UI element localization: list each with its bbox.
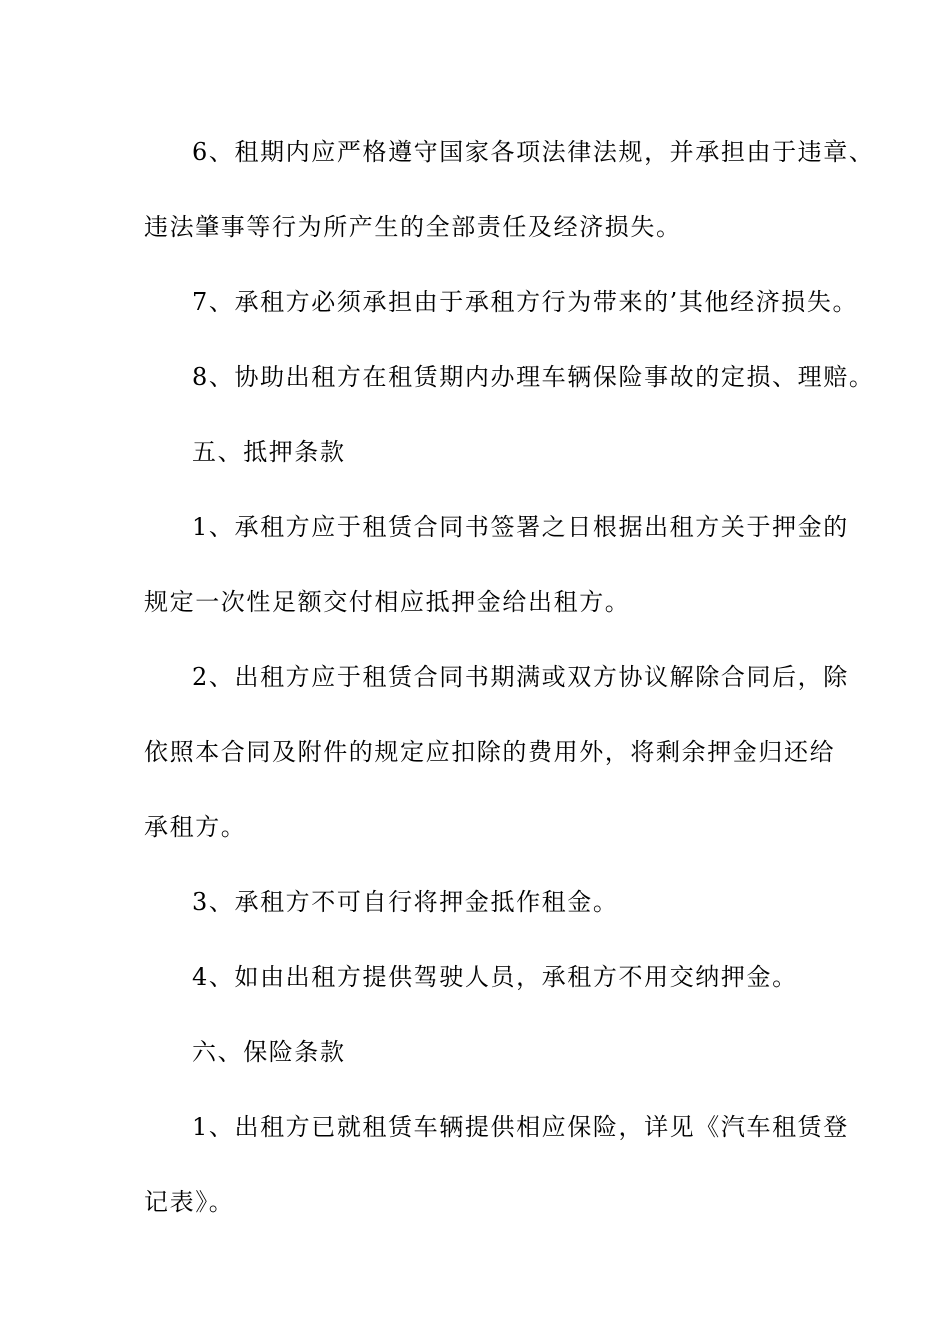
mortgage-clause-1-line-2: 规定一次性足额交付相应抵押金给出租方。 <box>144 588 631 616</box>
insurance-clause-1-line-2: 记表》。 <box>144 1188 235 1216</box>
clause-6-line-2: 违法肇事等行为所产生的全部责任及经济损失。 <box>144 213 682 241</box>
mortgage-clause-2-line-1: 2、出租方应于租赁合同书期满或双方协议解除合同后，除 <box>192 663 849 691</box>
mortgage-clause-4: 4、如由出租方提供驾驶人员，承租方不用交纳押金。 <box>192 963 798 991</box>
section-heading-mortgage: 五、抵押条款 <box>192 438 346 466</box>
clause-6-line-1: 6、租期内应严格遵守国家各项法律法规，并承担由于违章、 <box>192 138 875 166</box>
clause-8: 8、协助出租方在租赁期内办理车辆保险事故的定损、理赔。 <box>192 363 875 391</box>
insurance-clause-1-line-1: 1、出租方已就租赁车辆提供相应保险，详见《汽车租赁登 <box>192 1113 849 1141</box>
mortgage-clause-3: 3、承租方不可自行将押金抵作租金。 <box>192 888 619 916</box>
mortgage-clause-2-line-3: 承租方。 <box>144 813 247 841</box>
mortgage-clause-1-line-1: 1、承租方应于租赁合同书签署之日根据出租方关于押金的 <box>192 513 849 541</box>
section-heading-insurance: 六、保险条款 <box>192 1038 346 1066</box>
mortgage-clause-2-line-2: 依照本合同及附件的规定应扣除的费用外，将剩余押金归还给 <box>144 738 836 766</box>
clause-7: 7、承租方必须承担由于承租方行为带来的’其他经济损失。 <box>192 288 859 316</box>
